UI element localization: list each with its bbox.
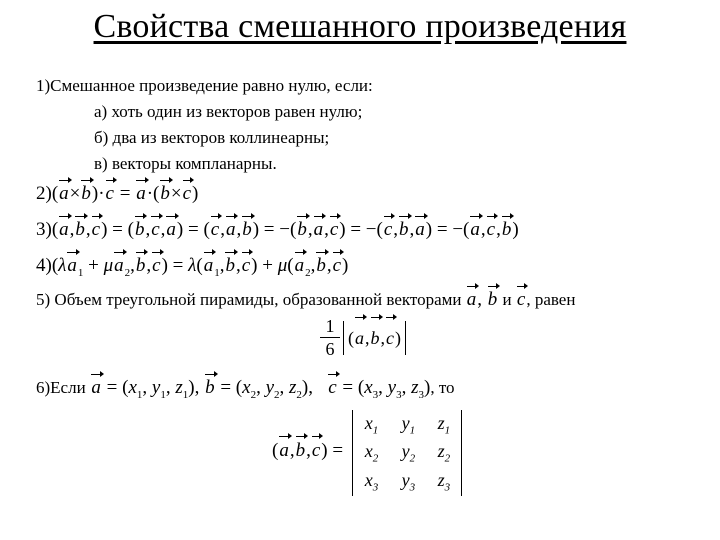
property-1-intro: 1)Смешанное произведение равно нулю, если:: [36, 76, 373, 95]
property-5-tail: , равен: [526, 290, 576, 309]
det-cell: $z_2$: [437, 441, 451, 465]
det-cell: $y_1$: [401, 412, 416, 437]
property-6-text: 6)Если $a = (x_1$, $y_1$, $z_1$), $b = (x_2$, $y_2$, $z_2$), $c = (x_3$, $y_3$, $z_3$), то: [36, 377, 455, 401]
property-2-formula: 2)(a×b)·c = a·(b×c): [36, 183, 199, 204]
determinant-row: [353, 467, 461, 496]
property-5-label: 5) Объем треугольной пирамиды, образованной векторами: [36, 290, 462, 309]
determinant-row: [353, 439, 461, 468]
property-3-number: 3): [36, 219, 52, 240]
det-cell: $y_3$: [401, 469, 416, 494]
property-1-item-a: а) хоть один из векторов равен нулю;: [94, 102, 363, 121]
property-2-number: 2): [36, 183, 52, 204]
fraction-denominator: 6: [325, 339, 335, 359]
property-6-prefix: 6)Если: [36, 378, 86, 397]
det-cell: $x_1$: [364, 412, 379, 437]
property-1-item-c: в) векторы компланарны.: [94, 154, 277, 173]
det-cell: $z_1$: [437, 412, 451, 437]
determinant-lhs: (a,b,c) =: [272, 440, 344, 461]
property-5-text: 5) Объем треугольной пирамиды, образованной векторами a, b и c, равен: [36, 289, 576, 310]
property-3-formula: 3)(a,b,c) = (b,c,a) = (c,a,b) = −(b,a,c) = −(c,b,a) = −(a,c,b): [36, 219, 519, 240]
fraction-numerator: 1: [325, 316, 335, 336]
property-4-number: 4): [36, 255, 52, 276]
property-1-item-b: б) два из векторов коллинеарны;: [94, 128, 330, 147]
det-cell: $x_3$: [364, 469, 379, 494]
property-5-fraction: [320, 316, 340, 359]
determinant-row: [353, 410, 461, 439]
det-cell: $y_2$: [401, 441, 416, 465]
slide-title: Свойства смешанного произведения: [93, 8, 627, 45]
det-cell: $z_3$: [437, 469, 451, 494]
determinant: [352, 410, 462, 496]
property-6-then: , то: [430, 378, 455, 397]
det-cell: $x_2$: [364, 441, 379, 465]
property-4-formula: $4)(\lambda a_1 + \mu a_2,b,c) = \lambda(a_1,b,c) + \mu(a_2,b,c)$: [36, 255, 349, 279]
property-5-abs-product: (a,b,c): [343, 321, 406, 355]
property-5-and: и: [502, 290, 512, 309]
